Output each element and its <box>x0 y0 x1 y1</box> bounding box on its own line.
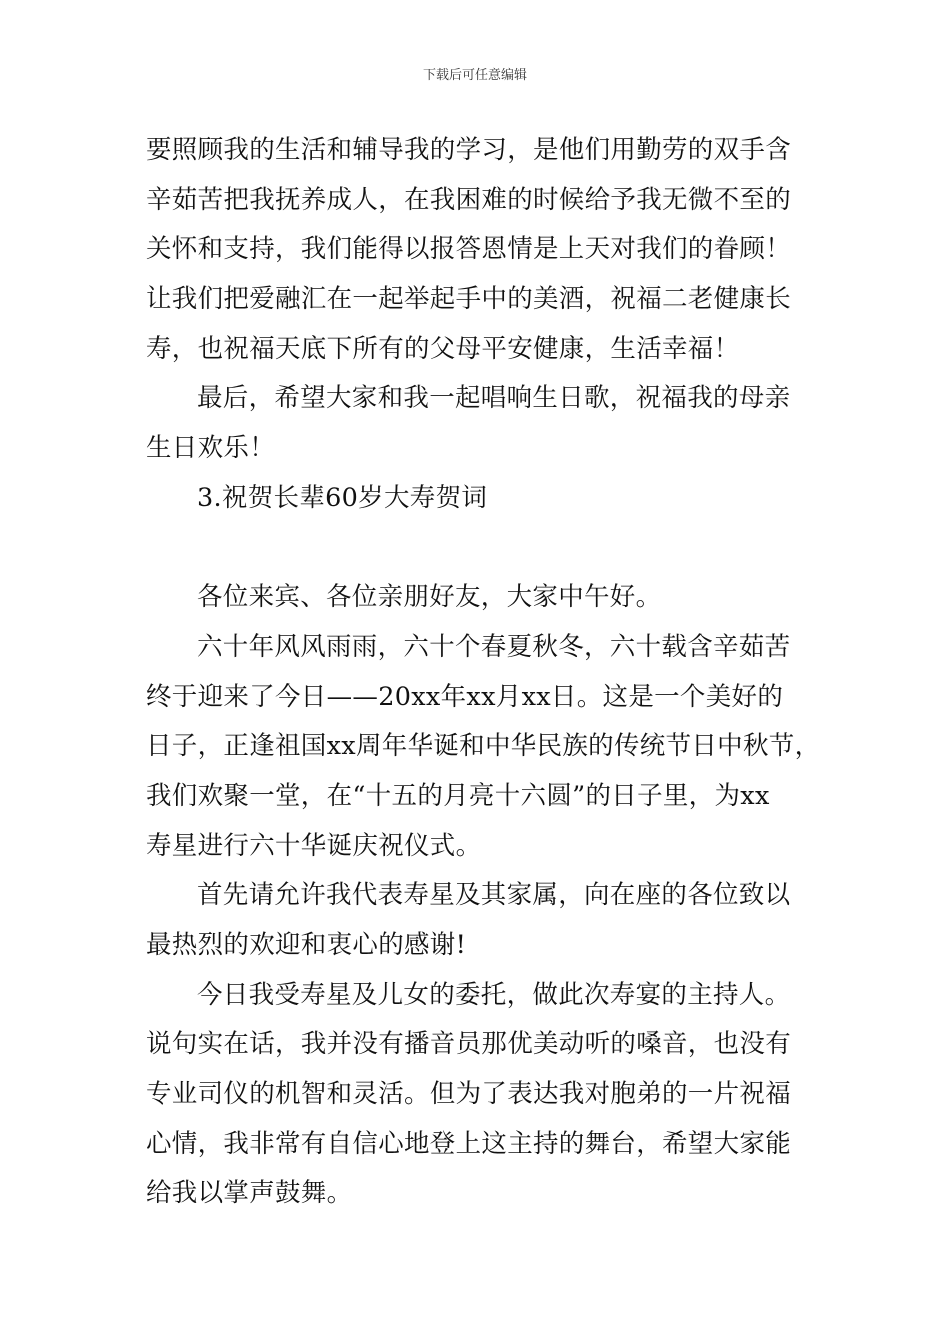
text-line: 说句实在话，我并没有播音员那优美动听的嗓音，也没有 <box>146 1029 792 1060</box>
text-line: 要照顾我的生活和辅导我的学习，是他们用勤劳的双手含 <box>146 135 792 165</box>
text-line: 3.祝贺长辈60岁大寿贺词 <box>197 482 488 513</box>
document-body <box>146 126 821 1219</box>
text-line: 最热烈的欢迎和衷心的感谢! <box>146 930 467 960</box>
text-line: 各位来宾、各位亲朋好友，大家中午好。 <box>197 582 662 613</box>
text-line: 我们欢聚一堂，在“十五的月亮十六圆”的日子里，为xx <box>146 780 770 811</box>
text-line: 生日欢乐！ <box>146 433 276 464</box>
text-line: 今日我受寿星及儿女的委托，做此次寿宴的主持人。 <box>197 979 791 1010</box>
page-header: 下载后可任意编辑 <box>422 68 527 83</box>
text-line: 首先请允许我代表寿星及其家属，向在座的各位致以 <box>197 880 791 911</box>
text-line: 日子，正逢祖国xx周年华诞和中华民族的传统节日中秋节， <box>146 731 821 762</box>
text-line: 关怀和支持，我们能得以报答恩情是上天对我们的眷顾！ <box>146 234 792 265</box>
text-line: 寿星进行六十华诞庆祝仪式。 <box>146 830 482 861</box>
text-line: 最后，希望大家和我一起唱响生日歌，祝福我的母亲 <box>197 383 791 414</box>
text-line: 终于迎来了今日——20xx年xx月xx日。这是一个美好的 <box>146 681 784 712</box>
text-line <box>146 524 816 574</box>
text-line: 专业司仪的机智和灵活。但为了表达我对胞弟的一片祝福 <box>146 1079 792 1110</box>
text-line: 给我以掌声鼓舞。 <box>146 1178 353 1209</box>
text-line: 心情，我非常有自信心地登上这主持的舞台，希望大家能 <box>146 1128 792 1159</box>
text-line: 辛茹苦把我抚养成人，在我困难的时候给予我无微不至的 <box>146 184 792 215</box>
text-line: 寿，也祝福天底下所有的父母平安健康，生活幸福！ <box>146 333 740 364</box>
text-line: 六十年风风雨雨，六十个春夏秋冬，六十载含辛茹苦 <box>197 631 791 662</box>
text-line: 让我们把爱融汇在一起举起手中的美酒，祝福二老健康长 <box>146 284 792 315</box>
